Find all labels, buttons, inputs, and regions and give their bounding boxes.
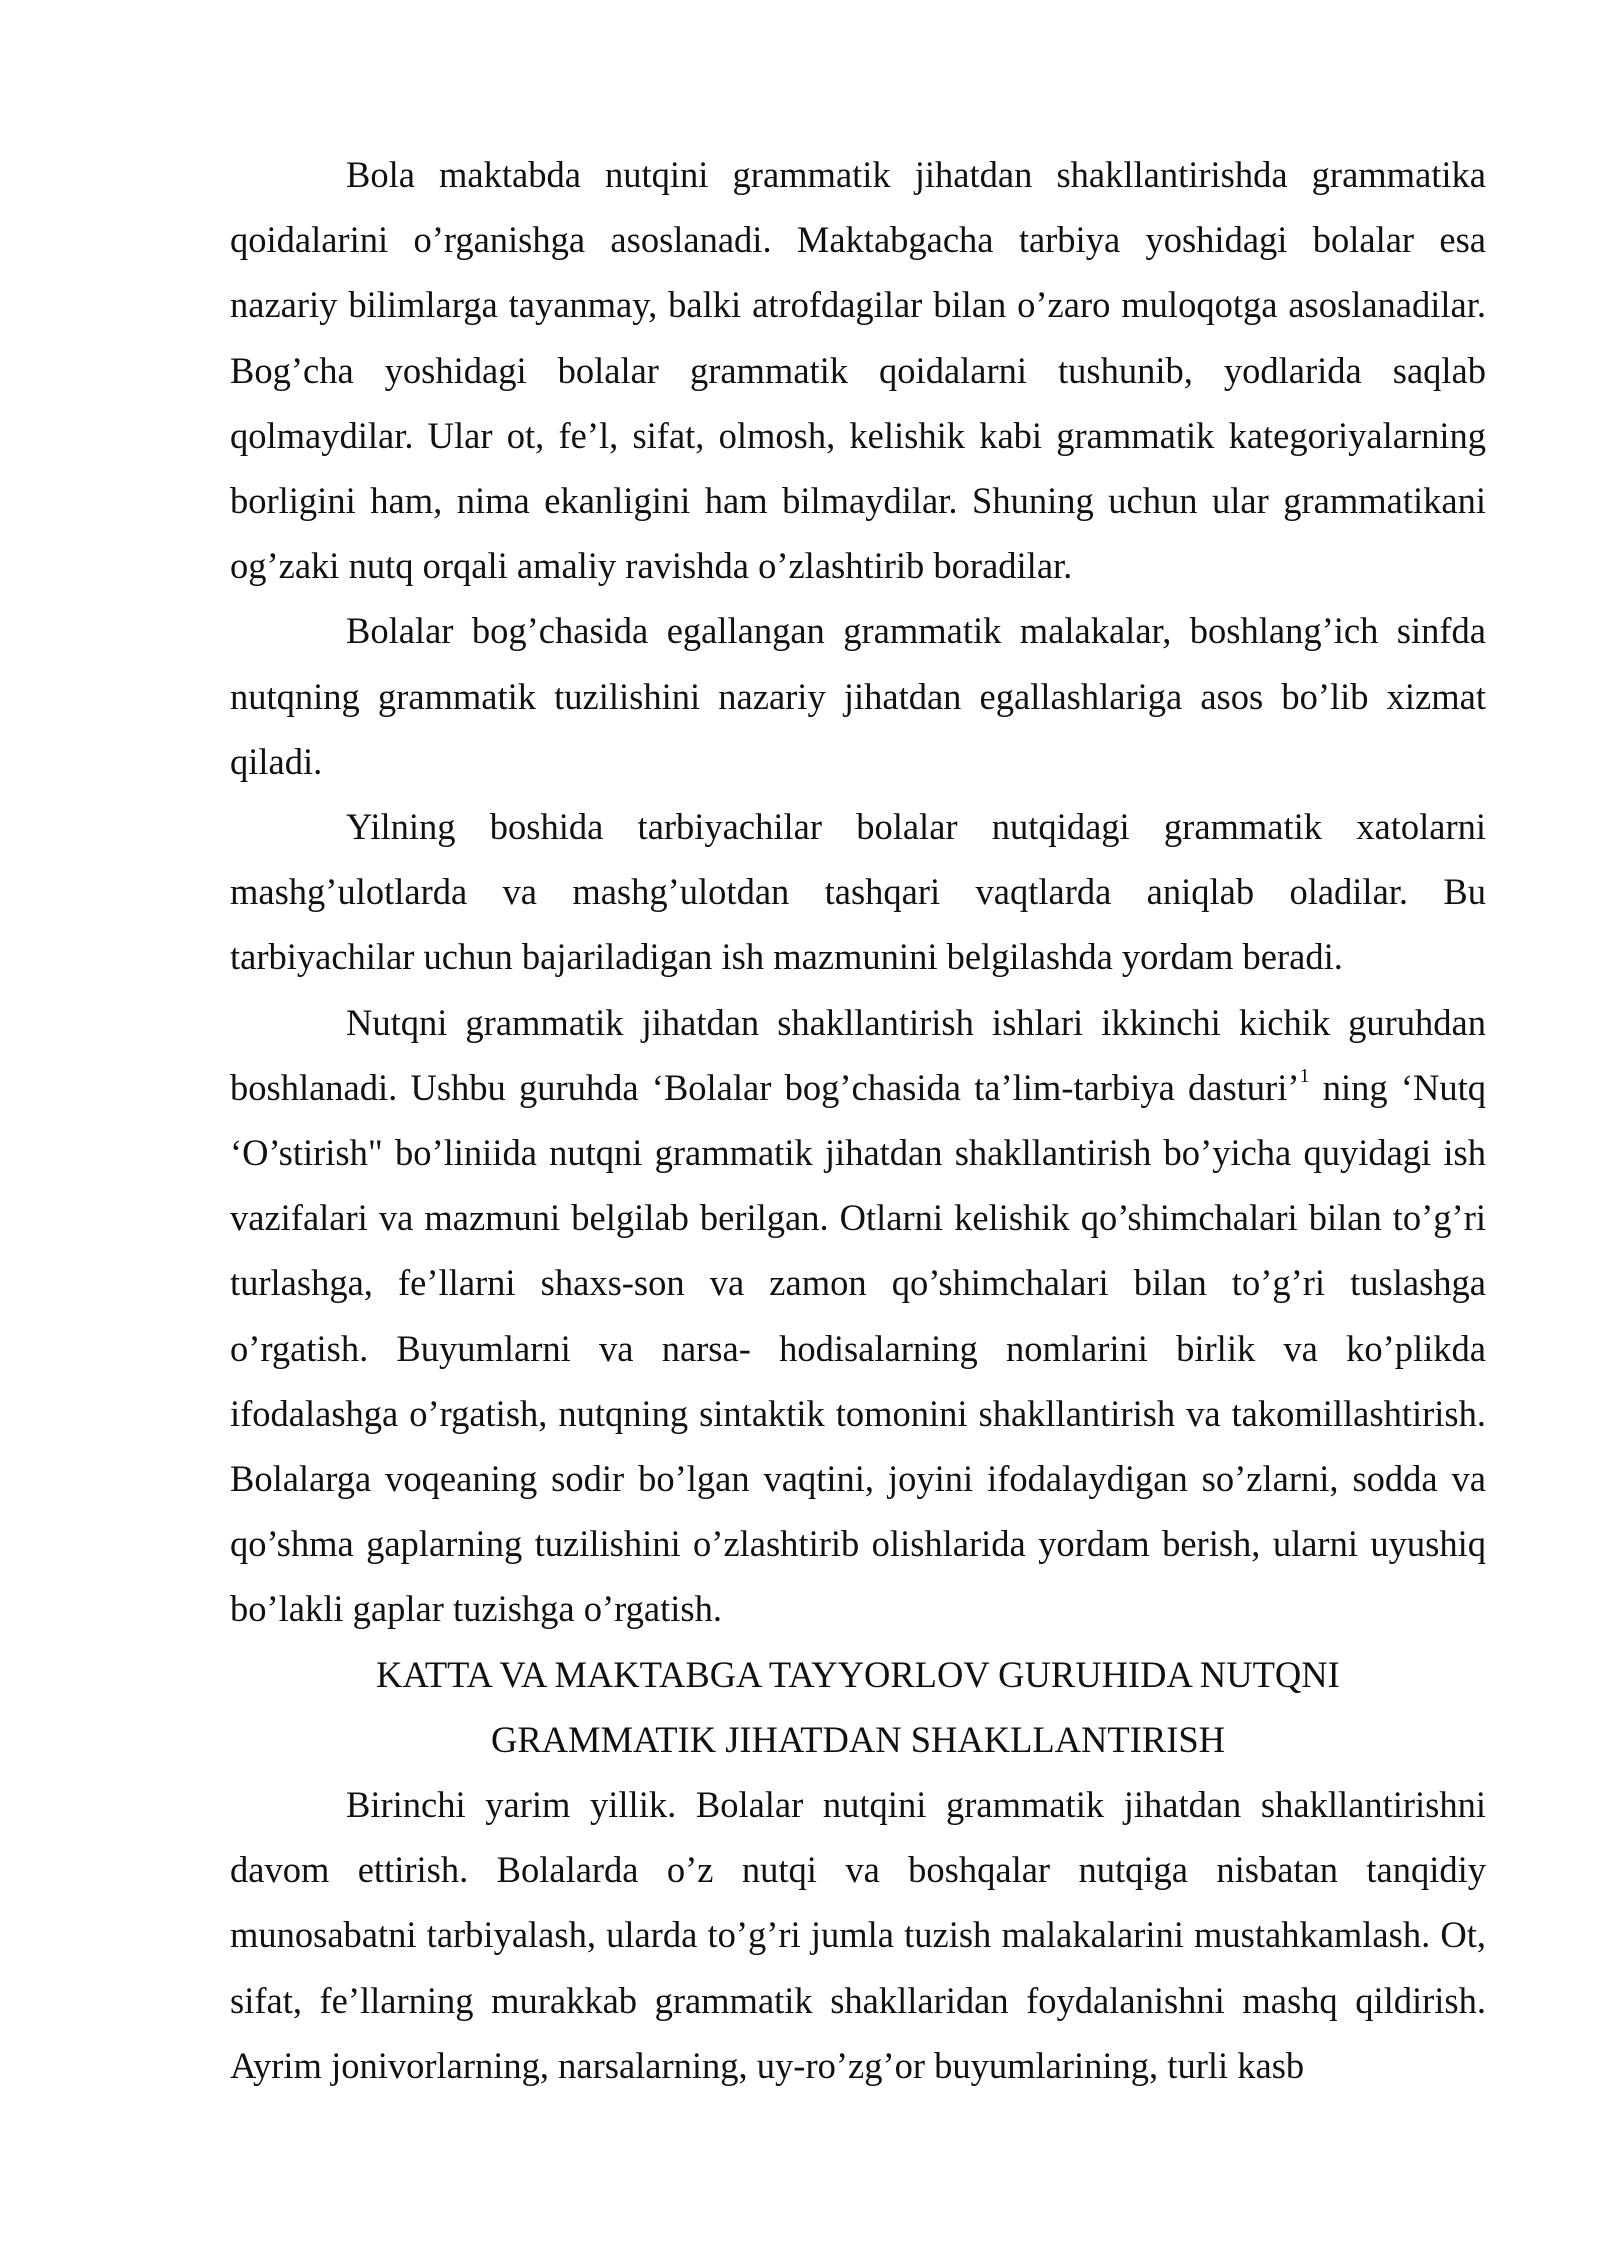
paragraph-3: Yilning boshida tarbiyachilar bolalar nutqidagi grammatik xatolarni mashg’ulotlarda va mashg’ulotdan tashqari vaqtlarda aniqlab oladilar. Bu tarbiyachilar uchun bajariladigan ish mazmunini belgilashda yordam beradi.: [230, 806, 1486, 978]
paragraph-2: Bolalar bog’chasida egallangan grammatik malakalar, boshlang’ich sinfda nutqning grammatik tuzilishini nazariy jihatdan egallashlariga asos bo’lib xizmat qiladi.: [230, 610, 1486, 782]
footnote-mark: 1: [1299, 1064, 1310, 1087]
paragraph-1: Bola maktabda nutqini grammatik jihatdan shakllantirishda grammatika qoidalarini o’rganishga asoslanadi. Maktabgacha tarbiya yoshidagi bolalar esa nazariy bilimlarga tayanmay, balki atrofdagilar bilan o’zaro muloqotga asoslanadilar. Bog’cha yoshidagi bolalar grammatik qoidalarni tushunib, yodlarida saqlab qolmaydilar. Ular ot, fe’l, sifat, olmosh, kelishik kabi grammatik kategoriyalarning borligini ham, nima ekanligini ham bilmaydilar. Shuning uchun ular grammatikani og’zaki nutq orqali amaliy ravishda o’zlashtirib boradilar.: [230, 154, 1486, 587]
section-heading-line-1: KATTA VA MAKTABGA TAYYORLOV GURUHIDA NUTQNI: [376, 1653, 1340, 1695]
section-heading-line-2: GRAMMATIK JIHATDAN SHAKLLANTIRISH: [490, 1718, 1226, 1760]
paragraph-4-text-after: ning ‘Nutq ‘O’stirish" bo’liniida nutqni grammatik jihatdan shakllantirish bo’yicha quyidagi ish vazifalari va mazmuni belgilab berilgan. Otlarni kelishik qo’shimchalari bilan to’g’ri turlashga, fe’llarni shaxs-son va zamon qo’shimchalari bilan to’g’ri tuslashga o’rgatish. Buyumlarni va narsa- hodisalarning nomlarini birlik va ko’plikda ifodalashga o’rgatish, nutqning sintaktik tomonini shakllantirish va takomillashtirish. Bolalarga voqeaning sodir bo’lgan vaqtini, joyini ifodalaydigan so’zlarni, sodda va qo’shma gaplarning tuzilishini o’zlashtirib olishlarida yordam berish, ularni uyushiq bo’lakli gaplar tuzishga o’rgatish.: [230, 1066, 1487, 1630]
paragraph-4: [230, 990, 1486, 1642]
paragraph-4-text-before: Nutqni grammatik jihatdan shakllantirish ishlari ikkinchi kichik guruhdan boshlanadi. Ushbu guruhda ‘Bolalar bog’chasida ta’lim-tarbiya dasturi’: [230, 1001, 1486, 1108]
document-page: [230, 142, 1486, 2098]
paragraph-5: Birinchi yarim yillik. Bolalar nutqini grammatik jihatdan shakllantirishni davom ettirish. Bolalarda o’z nutqi va boshqalar nutqiga nisbatan tanqidiy munosabatni tarbiyalash, ularda to’g’ri jumla tuzish malakalarini mustahkamlash. Ot, sifat, fe’llarning murakkab grammatik shakllaridan foydalanishni mashq qildirish. Ayrim jonivorlarning, narsalarning, uy-ro’zg’or buyumlarining, turli kasb: [230, 1784, 1486, 2086]
